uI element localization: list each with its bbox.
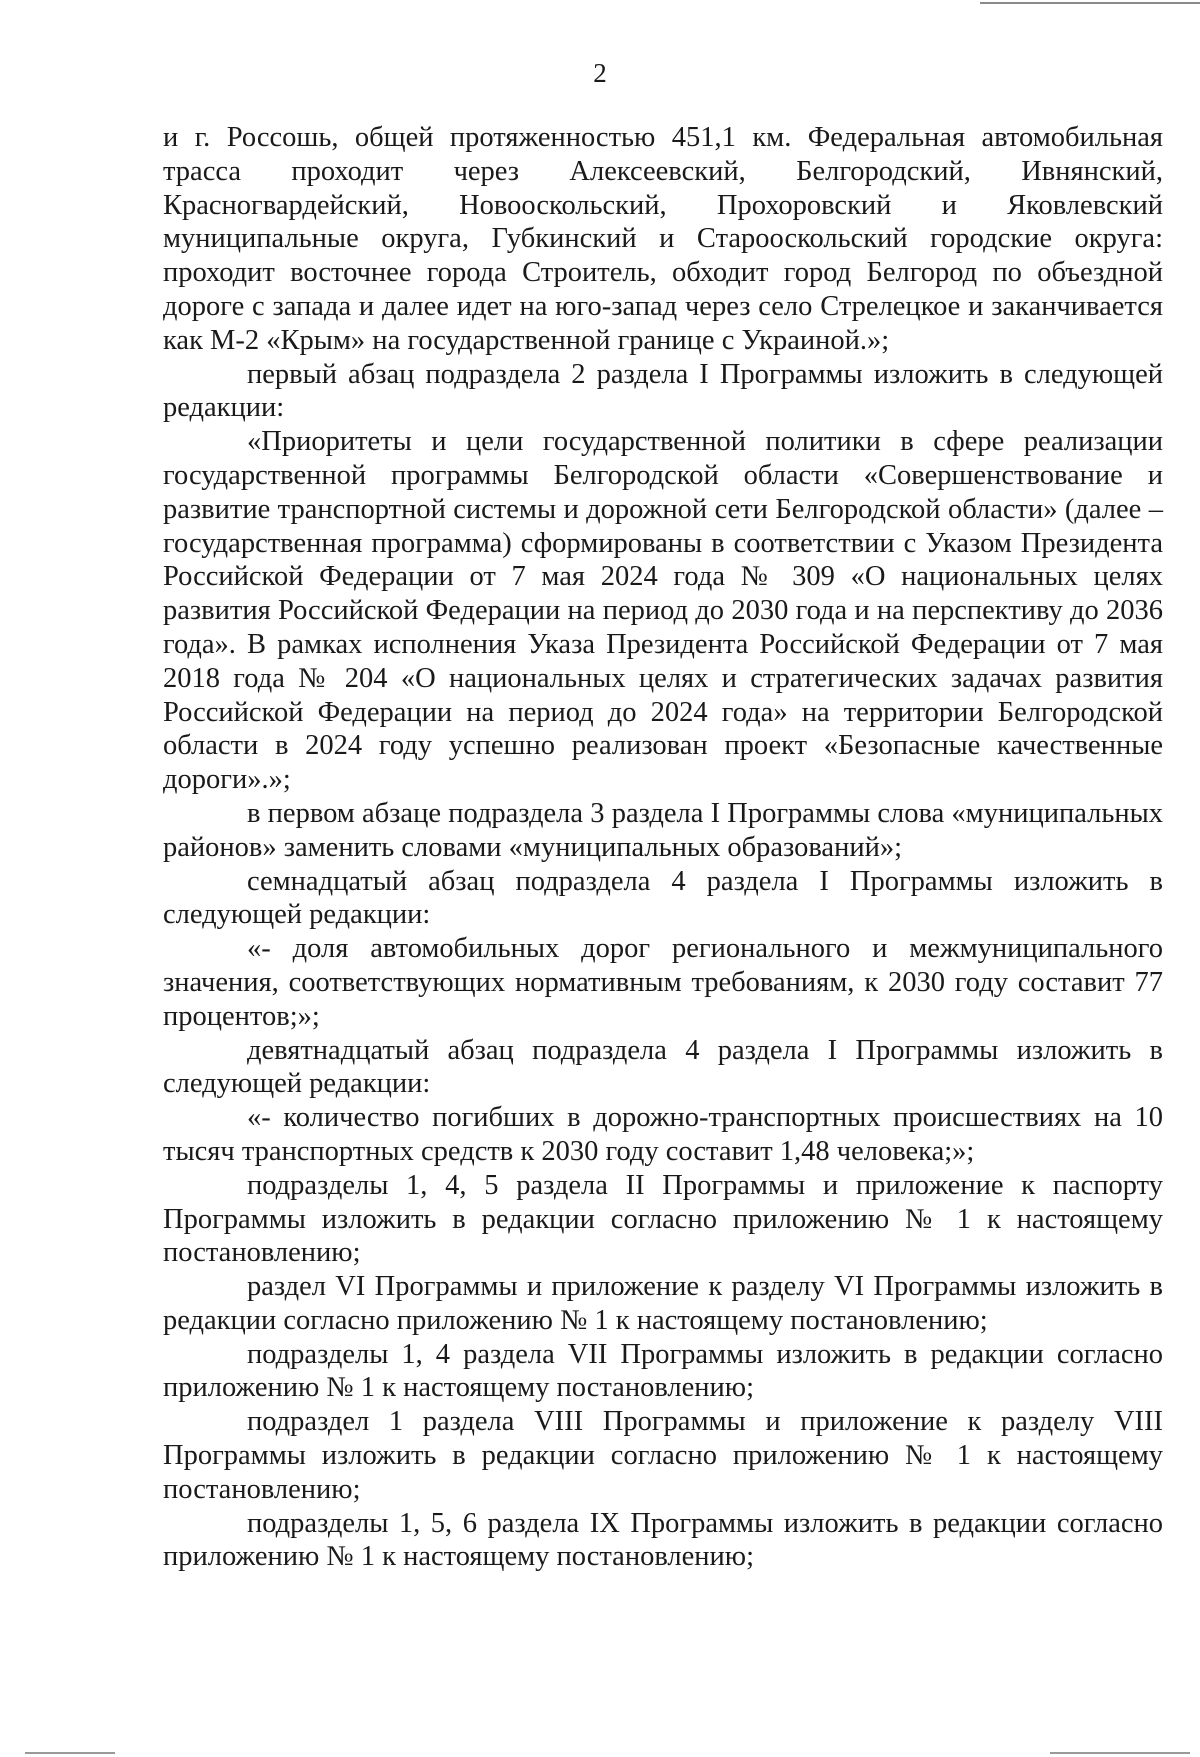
paragraph-route-description: и г. Россошь, общей протяженностью 451,1 км. Федеральная автомобильная трасса проходит через Алексеевский, Белгородский, Ивнянский, Красногвардейский, Новооскольский, Прохоровский и Яковлевский муниципальные округа, Губкинский и Старооскольский городские округа: проходит восточнее города Строитель, обходит город Белгород по объездной дороге с запада и далее идет на юго-запад через село Стрелецкое и заканчивается как М-2 «Крым» на государственной границе с Украиной.»; [163,122,1163,356]
paragraph-section-7: подразделы 1, 4 раздела VII Программы изложить в редакции согласно приложению № 1 к настоящему постановлению; [163,1338,1163,1404]
scan-edge-line [1050,1752,1190,1754]
paragraph-amendment-subsection-3: в первом абзаце подраздела 3 раздела I Программы слова «муниципальных районов» заменить словами «муниципальных образований»; [163,797,1163,863]
page-number: 2 [593,58,607,88]
scan-edge-line [980,2,1200,4]
paragraph-amendment-subsection-2: первый абзац подраздела 2 раздела I Программы изложить в следующей редакции: [163,358,1163,424]
paragraph-amendment-nineteenth: девятнадцатый абзац подраздела 4 раздела I Программы изложить в следующей редакции: [163,1034,1163,1100]
paragraph-section-8: подраздел 1 раздела VIII Программы и приложение к разделу VIII Программы изложить в редакции согласно приложению № 1 к настоящему постановлению; [163,1406,1163,1505]
scan-edge-line [25,1752,115,1754]
paragraph-section-6: раздел VI Программы и приложение к разделу VI Программы изложить в редакции согласно приложению № 1 к настоящему постановлению; [163,1271,1163,1336]
document-body [163,121,1163,1574]
paragraph-fatalities: «- количество погибших в дорожно-транспортных происшествиях на 10 тысяч транспортных средств к 2030 году составит 1,48 человека;»; [163,1102,1163,1167]
paragraph-section-9: подразделы 1, 5, 6 раздела IX Программы изложить в редакции согласно приложению № 1 к настоящему постановлению; [163,1507,1163,1573]
paragraph-road-share: «- доля автомобильных дорог регионального и межмуниципального значения, соответствующих нормативным требованиям, к 2030 году составит 77 процентов;»; [163,933,1163,1032]
paragraph-priorities-goals: «Приоритеты и цели государственной политики в сфере реализации государственной программы Белгородской области «Совершенствование и развитие транспортной системы и дорожной сети Белгородской области» (далее – государственная программа) сформированы в соответствии с Указом Президента Российской Федерации от 7 мая 2024 года № 309 «О национальных целях развития Российской Федерации на период до 2030 года и на перспективу до 2036 года». В рамках исполнения Указа Президента Российской Федерации от 7 мая 2018 года № 204 «О национальных целях и стратегических задачах развития Российской Федерации на период до 2024 года» на территории Белгородской области в 2024 году успешно реализован проект «Безопасные качественные дороги».»; [163,426,1163,796]
paragraph-amendment-seventeenth: семнадцатый абзац подраздела 4 раздела I Программы изложить в следующей редакции: [163,865,1163,931]
paragraph-section-2: подразделы 1, 4, 5 раздела II Программы и приложение к паспорту Программы изложить в редакции согласно приложению № 1 к настоящему постановлению; [163,1169,1163,1269]
